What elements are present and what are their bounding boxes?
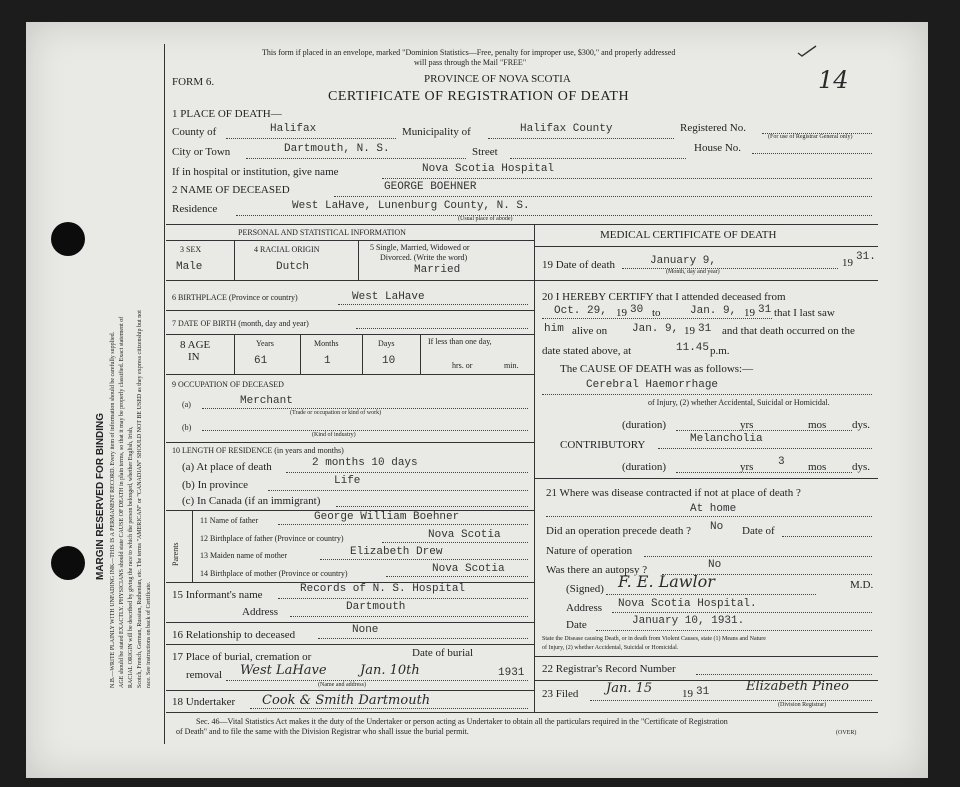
age-label-1: 8 AGE — [180, 339, 211, 351]
birthplace-line — [338, 304, 528, 305]
father-label: 11 Name of father — [200, 516, 259, 525]
burial-line — [226, 680, 528, 681]
occupation-a-note: (Trade or occupation or kind of work) — [290, 410, 382, 416]
occupation-b-line — [202, 430, 528, 431]
md-label: M.D. — [850, 579, 874, 591]
less-than-day-label: If less than one day, — [428, 337, 492, 346]
from-date-value: Oct. 29, — [554, 305, 607, 317]
burial-label-2: removal — [186, 669, 223, 681]
informant-address-label: Address — [242, 606, 279, 618]
age-divider-4 — [420, 334, 421, 374]
date-stated-label: date stated above, at — [542, 345, 632, 357]
mos-label-2: mos — [808, 461, 827, 473]
place-heading: 1 PLACE OF DEATH— — [172, 108, 282, 120]
marital-label-2: Divorced. (Write the word) — [380, 253, 468, 262]
page-number-mark: 14 — [818, 66, 849, 94]
burial-name-note: (Name and address) — [318, 682, 366, 688]
father-value: George William Boehner — [314, 511, 460, 523]
death-date-line — [622, 268, 838, 269]
envelope-note-1: This form if placed in an envelope, marked "Dominion Statistics—Free, penalty for improper use, $300," and properly addressed — [262, 48, 676, 57]
min-label: min. — [504, 361, 519, 370]
occupation-a-value: Merchant — [240, 395, 293, 407]
envelope-note-2: will pass through the Mail "FREE" — [414, 58, 527, 67]
table-bottom-rule — [166, 712, 878, 713]
street-line — [510, 158, 686, 159]
row-rule-16 — [166, 644, 534, 645]
mother-label: 13 Maiden name of mother — [200, 551, 288, 560]
residence-c-line — [336, 506, 528, 507]
row-rule-9 — [166, 442, 534, 443]
residence-a-label: (a) At place of death — [182, 461, 272, 473]
to-date-value: Jan. 9, — [690, 305, 737, 317]
medical-date-line — [596, 630, 872, 631]
mother-value: Elizabeth Drew — [350, 546, 443, 558]
operation-date-line — [782, 536, 872, 537]
residence-a-value: 2 months 10 days — [312, 457, 418, 469]
physician-signature: F. E. Lawlor — [618, 572, 715, 591]
occupation-b-note: (Kind of industry) — [312, 432, 356, 438]
signed-label: (Signed) — [566, 583, 604, 595]
municipality-value: Halifax County — [520, 123, 613, 135]
age-divider-1 — [234, 334, 235, 374]
occupation-a-label: (a) — [182, 400, 191, 409]
alive-year-value: 31 — [698, 323, 712, 335]
cause-line — [542, 394, 872, 395]
dob-label: 7 DATE OF BIRTH (month, day and year) — [172, 319, 309, 328]
alive-on-label: alive on — [572, 325, 608, 337]
attended-line — [542, 318, 772, 319]
age-label-2: IN — [188, 351, 200, 363]
registrar-number-line — [696, 674, 872, 675]
residence-b-line — [268, 490, 528, 491]
registrar-signature: Elizabeth Pineo — [746, 679, 849, 694]
birthplace-value: West LaHave — [352, 291, 425, 303]
autopsy-label: Was there an autopsy ? — [546, 564, 648, 576]
contracted-label: 21 Where was disease contracted if not at place of death ? — [546, 487, 801, 499]
informant-address-line — [290, 616, 528, 617]
mos-label-1: mos — [808, 419, 827, 431]
from-year-prefix: 19 — [616, 307, 627, 319]
yrs-label-1: yrs — [740, 419, 754, 431]
footer-line-1: Sec. 46—Vital Statistics Act makes it the duty of the Undertaker or person acting as Undertaker to obtain all the particulars required in the "Certificate of Registration — [196, 717, 728, 726]
burial-date-handwritten: Jan. 10th — [360, 663, 420, 678]
mother-birthplace-label: 14 Birthplace of mother (Province or country) — [200, 569, 348, 578]
sex-value: Male — [176, 261, 203, 273]
street-label: Street — [472, 146, 498, 158]
relationship-label: 16 Relationship to deceased — [172, 629, 296, 641]
medical-rule-20 — [534, 478, 878, 479]
residence-b-label: (b) In province — [182, 479, 248, 491]
house-no-line — [752, 153, 872, 154]
city-value: Dartmouth, N. S. — [284, 143, 390, 155]
margin-note-3: RACIAL ORIGIN will be described by giving the race to which the person belonged, whether English, Irish, — [128, 426, 134, 688]
form-left-rule — [164, 44, 165, 744]
row-rule-5 — [166, 280, 534, 281]
deceased-name-line — [334, 196, 872, 197]
racial-divider — [358, 240, 359, 280]
filed-year-prefix: 19 — [682, 688, 693, 700]
marital-label-1: 5 Single, Married, Widowed or — [370, 243, 470, 252]
sex-label: 3 SEX — [180, 245, 202, 254]
footer-line-2: of Death" and to file the same with the Division Registrar who shall issue the burial permit. — [176, 727, 469, 736]
city-label: City or Town — [172, 146, 231, 158]
violent-note-1: State the Disease causing Death, or in death from Violent Causes, state (1) Means and Nature — [542, 636, 766, 642]
age-days-value: 10 — [382, 355, 396, 367]
margin-note-2: AGE should be stated EXACTLY. PHYSICIANS should state CAUSE OF DEATH in plain terms, so that it may be properly classified. Exact statement of — [119, 316, 125, 688]
parents-divider — [192, 510, 193, 582]
death-time-value: 11.45 — [676, 342, 710, 354]
to-year-value: 31 — [758, 304, 772, 316]
parents-label: Parents — [171, 542, 180, 566]
father-birthplace-label: 12 Birthplace of father (Province or country) — [200, 534, 344, 543]
hospital-label: If in hospital or institution, give name — [172, 166, 339, 178]
racial-label: 4 RACIAL ORIGIN — [254, 245, 320, 254]
dob-line — [356, 328, 528, 329]
hospital-value: Nova Scotia Hospital — [422, 163, 555, 175]
dys-label-2: dys. — [852, 461, 871, 473]
dys-label-1: dys. — [852, 419, 871, 431]
mother-line — [320, 559, 528, 560]
occupation-a-line — [202, 408, 528, 409]
age-years-value: 61 — [254, 355, 268, 367]
operation-date-label: Date of — [742, 525, 775, 537]
death-date-value: January 9, — [650, 255, 717, 267]
mother-birthplace-value: Nova Scotia — [432, 563, 505, 575]
informant-label: 15 Informant's name — [172, 589, 263, 601]
occupation-label: 9 OCCUPATION OF DECEASED — [172, 380, 284, 389]
municipality-label: Municipality of — [402, 126, 471, 138]
burial-date-label: Date of burial — [412, 647, 474, 659]
alive-year-prefix: 19 — [684, 325, 695, 337]
to-year-prefix: 19 — [744, 307, 755, 319]
filed-label: 23 Filed — [542, 688, 579, 700]
operation-label: Did an operation precede death ? — [546, 525, 692, 537]
medical-date-value: January 10, 1931. — [632, 615, 745, 627]
mother-birthplace-line — [386, 576, 528, 577]
hrs-label: hrs. or — [452, 361, 473, 370]
deceased-name-value: GEORGE BOEHNER — [384, 181, 477, 193]
contributory-value: Melancholia — [690, 433, 763, 445]
racial-value: Dutch — [276, 261, 310, 273]
residence-c-label: (c) In Canada (if an immigrant) — [182, 495, 321, 507]
undertaker-line — [250, 708, 528, 709]
margin-note-5: race. See instructions on back of Certificate. — [146, 581, 152, 688]
registered-no-note: (For use of Registrar General only) — [768, 134, 853, 140]
father-birthplace-value: Nova Scotia — [428, 529, 501, 541]
medical-rule-21 — [534, 656, 878, 657]
city-line — [246, 158, 466, 159]
days-label: Days — [378, 339, 395, 348]
margin-note-1: N.B.—WRITE PLAINLY WITH UNFADING INK—THIS IS A PERMANENT RECORD. Every item of information should be carefully supplied. — [110, 331, 116, 688]
operation-value: No — [710, 521, 724, 533]
age-months-value: 1 — [324, 355, 331, 367]
table-top-rule — [166, 224, 878, 225]
cause-value: Cerebral Haemorrhage — [586, 379, 719, 391]
row-rule-17 — [166, 690, 534, 691]
row-rule-7 — [166, 334, 534, 335]
last-saw-label: that I last saw — [774, 307, 835, 319]
contracted-value: At home — [690, 503, 737, 515]
contracted-line — [546, 516, 872, 517]
years-label: Years — [256, 339, 274, 348]
county-value: Halifax — [270, 123, 317, 135]
yrs-label-2: yrs — [740, 461, 754, 473]
duration-line-1 — [676, 430, 852, 431]
residence-note: (Usual place of abode) — [458, 216, 513, 222]
filed-date-handwritten: Jan. 15 — [606, 681, 653, 696]
row-rule-6 — [166, 310, 534, 311]
him-value: him — [544, 323, 564, 335]
burial-year: 1931 — [498, 667, 525, 679]
binding-hole-bottom — [51, 546, 85, 580]
informant-address-value: Dartmouth — [346, 601, 406, 613]
house-no-label: House No. — [694, 142, 742, 154]
medical-rule-19 — [534, 280, 878, 281]
residence-a-line — [286, 472, 528, 473]
nature-operation-line — [644, 556, 872, 557]
alive-date-value: Jan. 9, — [632, 323, 679, 335]
residence-b-value: Life — [334, 475, 361, 487]
duration-line-2 — [676, 472, 852, 473]
residence-value: West LaHave, Lunenburg County, N. S. — [292, 200, 530, 212]
death-year-prefix: 19 — [842, 257, 853, 269]
form-number: FORM 6. — [172, 76, 215, 88]
margin-note-4: Scotch, French, German, Russian, Ruthenian, etc. The terms "AMERICAN" or "CANADIAN" SHOULD NOT BE USED as they express citizenship but not — [137, 310, 143, 688]
registrar-note: (Division Registrar) — [778, 702, 827, 708]
father-birthplace-line — [382, 542, 528, 543]
page-title: CERTIFICATE OF REGISTRATION OF DEATH — [328, 89, 630, 104]
contributory-label: CONTRIBUTORY — [560, 439, 646, 451]
personal-heading: PERSONAL AND STATISTICAL INFORMATION — [238, 228, 406, 237]
sex-divider — [234, 240, 235, 280]
deceased-name-label: 2 NAME OF DECEASED — [172, 184, 290, 196]
age-divider-3 — [362, 334, 363, 374]
residence-line — [236, 215, 872, 216]
check-mark-icon — [796, 44, 818, 58]
medical-heading: MEDICAL CERTIFICATE OF DEATH — [600, 229, 777, 241]
months-label: Months — [314, 339, 339, 348]
informant-value: Records of N. S. Hospital — [300, 583, 466, 595]
duration-label-1: (duration) — [622, 419, 666, 431]
age-divider-2 — [300, 334, 301, 374]
duration-label-2: (duration) — [622, 461, 666, 473]
death-date-label: 19 Date of death — [542, 259, 615, 271]
residence-label: Residence — [172, 203, 218, 215]
undertaker-handwritten: Cook & Smith Dartmouth — [262, 693, 431, 708]
province-heading: PROVINCE OF NOVA SCOTIA — [424, 73, 571, 85]
marital-value: Married — [414, 264, 461, 276]
violent-note-2: of Injury, (2) whether Accidental, Suicidal or Homicidal. — [542, 645, 679, 651]
footer-over: (OVER) — [836, 730, 857, 736]
medical-address-line — [612, 612, 872, 613]
margin-binding-label: MARGIN RESERVED FOR BINDING — [95, 412, 106, 580]
table-center-rule — [534, 224, 535, 712]
medical-address-value: Nova Scotia Hospital. — [618, 598, 757, 610]
to-label: to — [652, 307, 661, 319]
death-year-value: 31. — [856, 251, 876, 263]
birthplace-label: 6 BIRTHPLACE (Province or country) — [172, 293, 298, 302]
certify-label: 20 I HEREBY CERTIFY that I attended deceased from — [542, 291, 786, 303]
hospital-line — [382, 178, 872, 179]
county-line — [226, 138, 396, 139]
county-label: County of — [172, 126, 217, 138]
relationship-line — [318, 638, 528, 639]
signed-line — [606, 594, 816, 595]
contributory-months-value: 3 — [778, 456, 785, 468]
undertaker-label: 18 Undertaker — [172, 696, 236, 708]
medical-address-label: Address — [566, 602, 603, 614]
registrar-number-label: 22 Registrar's Record Number — [542, 663, 676, 675]
autopsy-value: No — [708, 559, 722, 571]
registered-no-label: Registered No. — [680, 122, 746, 134]
father-line — [278, 524, 528, 525]
from-year-value: 30 — [630, 304, 644, 316]
residence-length-label: 10 LENGTH OF RESIDENCE (in years and months) — [172, 446, 344, 455]
binding-hole-top — [51, 222, 85, 256]
row-rule-8 — [166, 374, 534, 375]
cause-note: of Injury, (2) whether Accidental, Suicidal or Homicidal. — [648, 398, 830, 407]
occupation-b-label: (b) — [182, 423, 192, 432]
relationship-value: None — [352, 624, 379, 636]
row-rule-15 — [166, 622, 534, 623]
burial-place-handwritten: West LaHave — [240, 663, 327, 678]
filed-line — [590, 700, 872, 701]
medical-header-rule — [534, 246, 878, 247]
medical-date-label: Date — [566, 619, 587, 631]
death-date-note: (Month, day and year) — [666, 269, 720, 275]
personal-header-rule — [166, 240, 534, 241]
occurred-on-label: and that death occurred on the — [722, 325, 855, 337]
cause-label: The CAUSE OF DEATH was as follows:— — [560, 363, 754, 375]
burial-label-1: 17 Place of burial, cremation or — [172, 651, 312, 663]
nature-operation-label: Nature of operation — [546, 545, 633, 557]
municipality-line — [488, 138, 674, 139]
death-time-suffix: p.m. — [710, 345, 730, 357]
contributory-line — [658, 448, 872, 449]
informant-line — [278, 598, 528, 599]
filed-year-value: 31 — [696, 686, 710, 698]
